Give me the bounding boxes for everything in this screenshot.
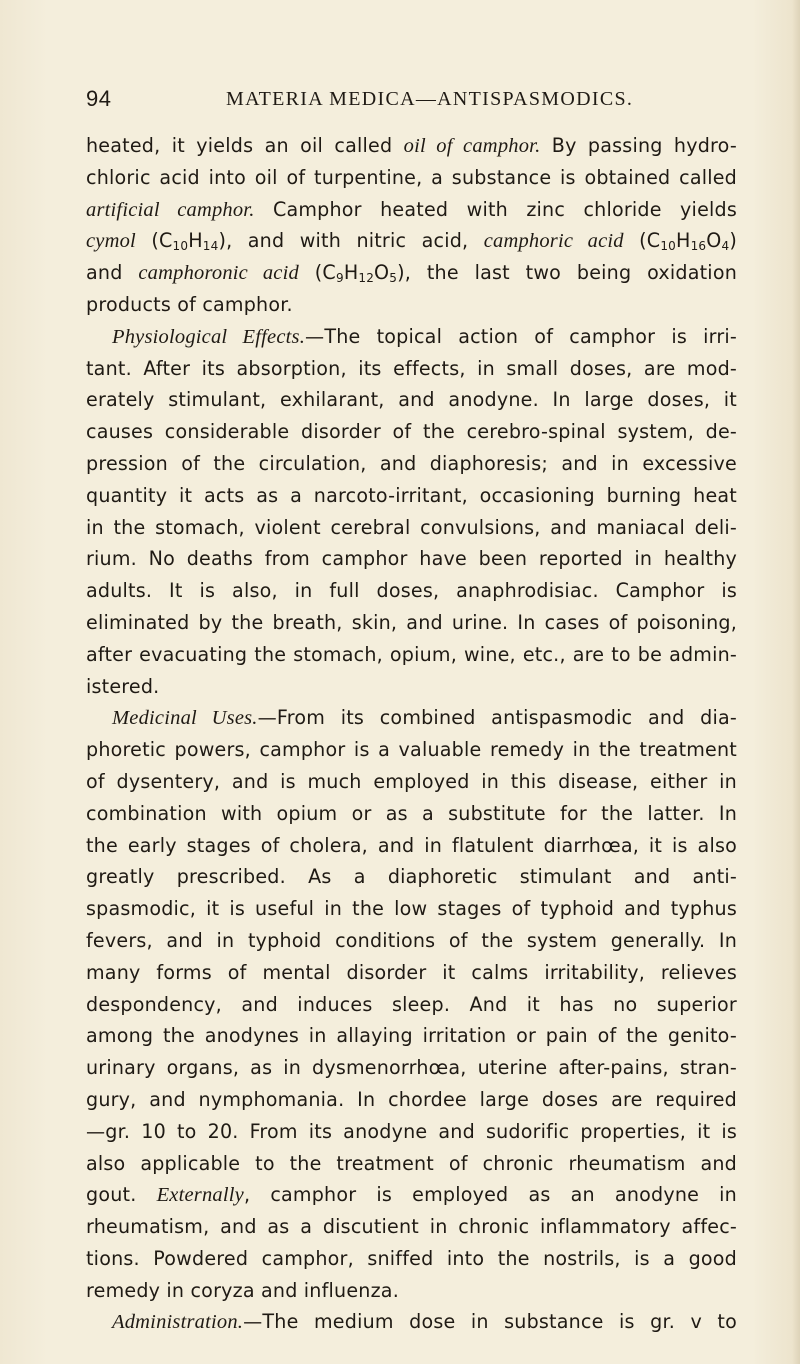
text-line <box>86 671 737 703</box>
text-line <box>86 734 737 766</box>
text-run: spasmodic, it is useful in the low stages of typhoid and typhus <box>86 897 737 921</box>
text-line <box>86 702 737 734</box>
formula-subscript: 10 <box>660 239 677 254</box>
text-line <box>86 225 737 257</box>
running-title: MATERIA MEDICA—ANTISPASMODICS. <box>226 88 634 110</box>
text-line <box>86 130 737 162</box>
text-run: tions. Powdered camphor, sniffed into the nostrils, is a good <box>86 1246 737 1270</box>
text-line <box>86 448 737 480</box>
text-run: By passing hydro- <box>540 134 738 157</box>
text-run: , camphor is employed as an anodyne in <box>243 1183 737 1207</box>
formula-subscript: 5 <box>389 271 398 286</box>
formula-subscript: 10 <box>172 239 189 254</box>
text-line <box>86 1179 737 1211</box>
body-text <box>86 130 737 1338</box>
text-line <box>86 1306 737 1338</box>
text-line <box>86 607 737 639</box>
text-run: urinary organs, as in dysmenorrhœa, uterine after-pains, stran- <box>86 1056 737 1080</box>
text-line <box>86 1243 737 1275</box>
italic-term: cymol <box>86 230 136 253</box>
text-run: H <box>188 229 203 253</box>
text-run: ), the last two being oxidation <box>397 261 738 285</box>
text-line <box>86 321 737 353</box>
text-run: and <box>86 261 139 285</box>
text-run: istered. <box>86 674 160 698</box>
text-run: eliminated by the breath, skin, and urine. In cases of poisoning, <box>86 610 737 634</box>
text-run: in the stomach, violent cerebral convulsions, and maniacal deli- <box>86 515 737 539</box>
text-run: phoretic powers, camphor is a valuable remedy in the treatment <box>86 738 737 762</box>
text-line <box>86 1020 737 1052</box>
text-line <box>86 353 737 385</box>
italic-term: camphoric acid <box>483 230 624 253</box>
text-line <box>86 1084 737 1116</box>
text-run: remedy in coryza and influenza. <box>86 1278 399 1302</box>
text-run: ) <box>729 229 737 253</box>
text-run: (C <box>298 261 336 285</box>
italic-term: Administration. <box>112 1311 244 1334</box>
text-line <box>86 1275 737 1307</box>
text-line <box>86 1211 737 1243</box>
text-line <box>86 194 737 226</box>
text-run: rheumatism, and as a discutient in chronic inflammatory affec- <box>86 1215 737 1239</box>
text-run: heated, it yields an oil called <box>86 134 404 157</box>
text-line <box>86 766 737 798</box>
text-run: among the anodynes in allaying irritation or pain of the genito- <box>86 1024 737 1048</box>
text-run: tant. After its absorption, its effects, in small doses, are mod- <box>86 356 737 380</box>
text-run: of dysentery, and is much employed in this disease, either in <box>86 769 737 793</box>
text-run: greatly prescribed. As a diaphoretic stimulant and anti- <box>86 865 737 889</box>
formula-subscript: 14 <box>202 239 219 254</box>
text-line <box>86 957 737 989</box>
italic-term: artificial camphor. <box>86 198 255 221</box>
page-header <box>86 86 736 116</box>
text-line <box>86 1148 737 1180</box>
text-run: causes considerable disorder of the cerebro-spinal system, de- <box>86 420 737 444</box>
text-line <box>86 925 737 957</box>
text-line <box>86 416 737 448</box>
italic-term: oil of camphor. <box>403 135 541 157</box>
text-run: adults. It is also, in full doses, anaphrodisiac. Camphor is <box>86 579 737 603</box>
text-line <box>86 893 737 925</box>
text-run: combination with opium or as a substitute for the latter. In <box>86 801 737 825</box>
text-line <box>86 989 737 1021</box>
text-run: the early stages of cholera, and in flatulent diarrhœa, it is also <box>86 833 737 857</box>
text-line <box>86 512 737 544</box>
text-line <box>86 1052 737 1084</box>
text-line <box>86 257 737 289</box>
text-run: —From its combined antispasmodic and dia- <box>257 706 737 730</box>
text-line <box>86 861 737 893</box>
formula-subscript: 4 <box>721 239 730 254</box>
text-run: also applicable to the treatment of chronic rheumatism and <box>86 1151 737 1175</box>
text-line <box>86 384 737 416</box>
formula-subscript: 12 <box>358 271 375 286</box>
text-run: products of camphor. <box>86 292 293 316</box>
text-line <box>86 289 737 321</box>
text-run: (C <box>623 229 661 253</box>
formula-subscript: 9 <box>335 271 344 286</box>
text-run: after evacuating the stomach, opium, wine, etc., are to be admin- <box>86 642 737 666</box>
italic-term: camphoronic acid <box>138 262 299 285</box>
text-line <box>86 480 737 512</box>
text-run: fevers, and in typhoid conditions of the system generally. In <box>86 928 737 952</box>
text-run: gury, and nymphomania. In chordee large doses are required <box>86 1087 737 1111</box>
text-line <box>86 830 737 862</box>
text-run: many forms of mental disorder it calms irritability, relieves <box>86 960 737 984</box>
text-run: H <box>343 261 359 285</box>
text-run: rium. No deaths from camphor have been reported in healthy <box>86 547 737 571</box>
italic-term: Physiological Effects. <box>112 325 306 348</box>
italic-term: Medicinal Uses. <box>112 707 258 730</box>
page-number: 94 <box>86 86 112 111</box>
text-run: —gr. 10 to 20. From its anodyne and sudorific properties, it is <box>86 1119 737 1143</box>
text-run: chloric acid into oil of turpentine, a substance is obtained called <box>86 165 737 189</box>
formula-subscript: 16 <box>690 239 707 254</box>
text-run: erately stimulant, exhilarant, and anodyne. In large doses, it <box>86 388 737 412</box>
text-run: ), and with nitric acid, <box>218 229 484 253</box>
text-run: Camphor heated with zinc chloride yields <box>254 197 737 221</box>
text-run: O <box>706 229 722 253</box>
text-line <box>86 575 737 607</box>
page-edge-shadow <box>792 0 800 1364</box>
italic-term: Externally <box>156 1184 244 1207</box>
text-run: —The topical action of camphor is irri- <box>305 324 737 348</box>
text-run: pression of the circulation, and diaphoresis; and in excessive <box>86 451 737 475</box>
text-run: H <box>676 229 691 253</box>
text-run: quantity it acts as a narcoto-irritant, occasioning burning heat <box>86 483 737 507</box>
text-run: gout. <box>86 1183 157 1207</box>
text-line <box>86 543 737 575</box>
text-run: O <box>374 261 390 285</box>
text-run: (C <box>135 229 173 253</box>
text-run: despondency, and induces sleep. And it has no superior <box>86 992 737 1016</box>
text-line <box>86 639 737 671</box>
text-line <box>86 798 737 830</box>
text-run: —The medium dose in substance is gr. v to <box>243 1310 737 1334</box>
text-line <box>86 162 737 194</box>
text-line <box>86 1116 737 1148</box>
